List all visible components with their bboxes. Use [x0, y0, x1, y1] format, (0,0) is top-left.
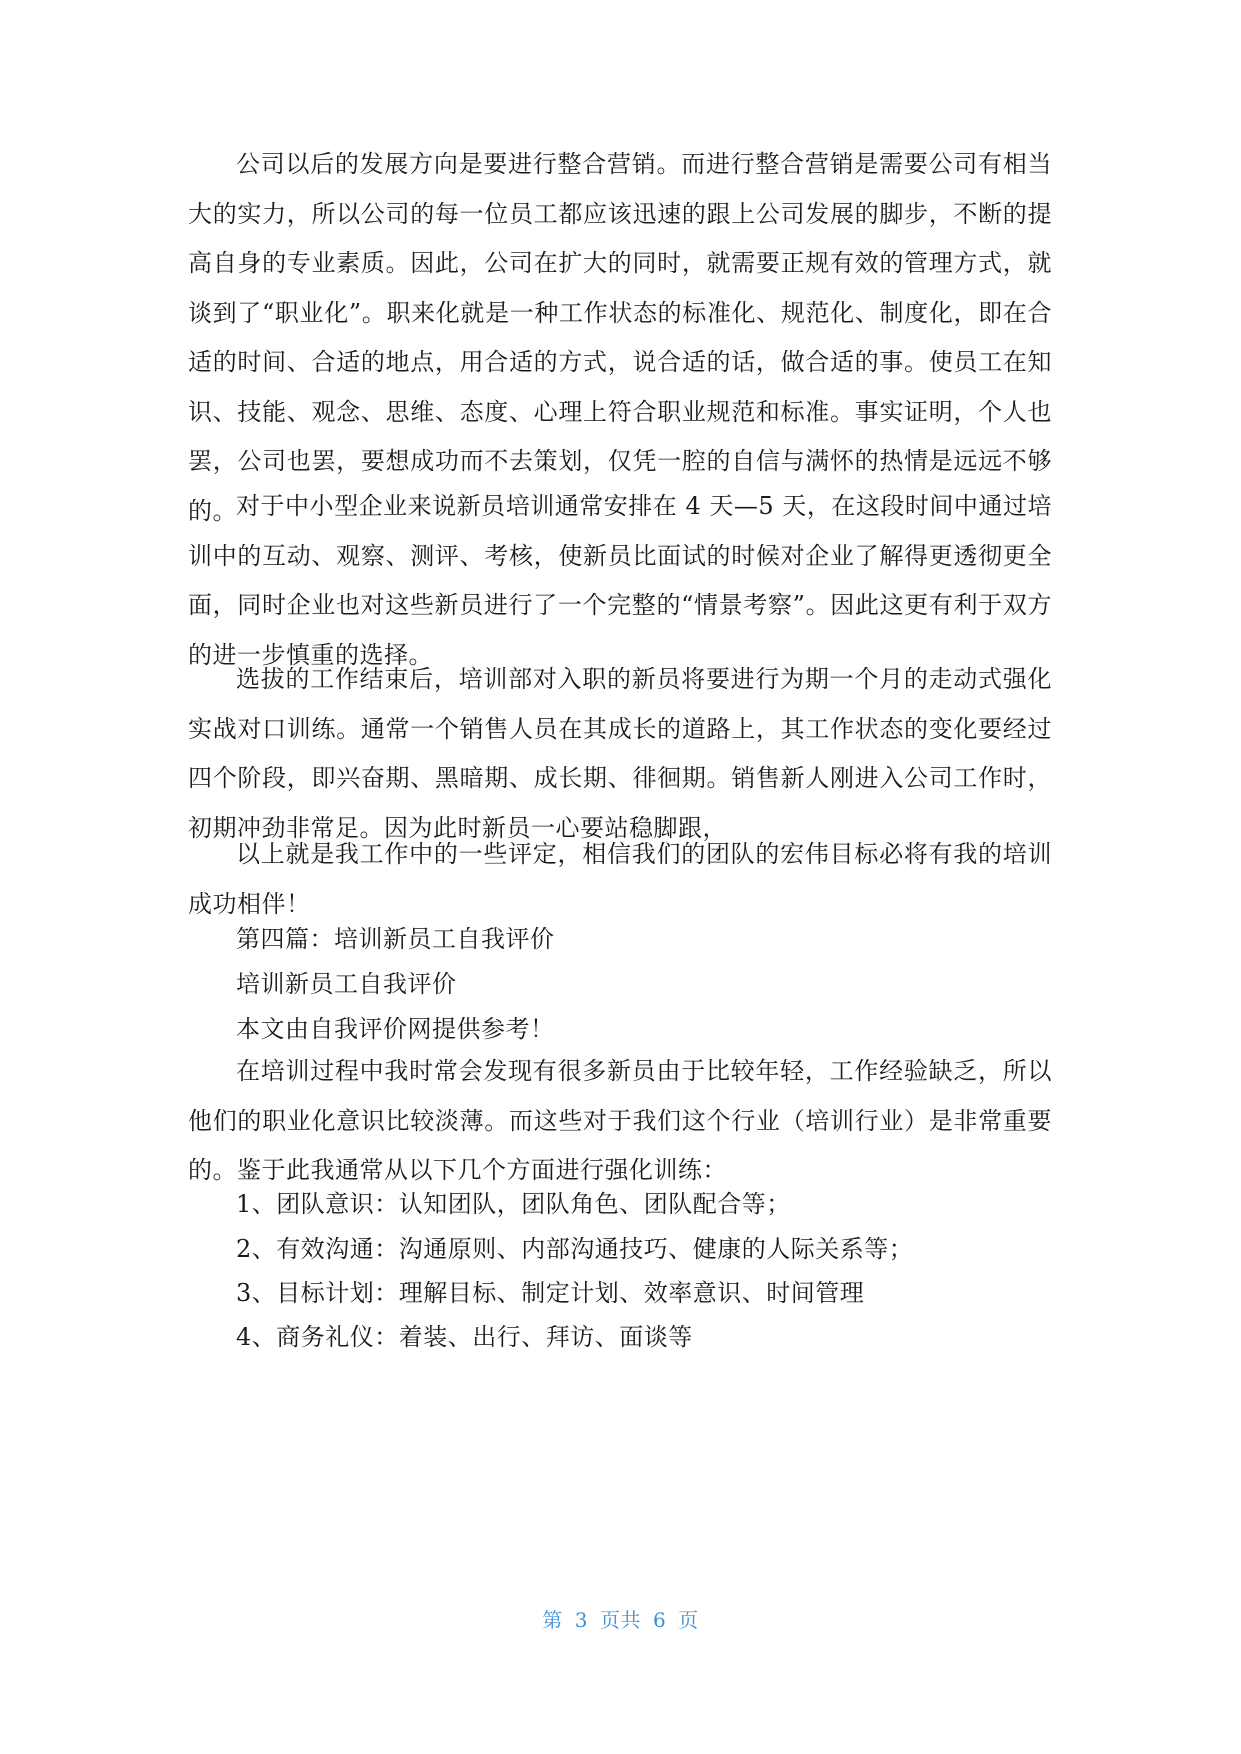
list-item: 4、商务礼仪：着装、出行、拜访、面谈等 — [236, 1323, 693, 1351]
page-number-footer — [0, 1604, 1241, 1633]
list-item: 2、有效沟通：沟通原则、内部沟通技巧、健康的人际关系等； — [236, 1235, 914, 1263]
list-item: 1、团队意识：认知团队，团队角色、团队配合等； — [236, 1190, 791, 1218]
section-heading: 第四篇：培训新员工自我评价 — [236, 925, 555, 953]
paragraph-selection-training: 选拔的工作结束后，培训部对入职的新员将要进行为期一个月的走动式强化实战对口训练。通常一个销售人员在其成长的道路上，其工作状态的变化要经过四个阶段，即兴奋期、黑暗期、成长期、徘徊期。销售新人刚进入公司工作时，初期冲劲非常足。因为此时新员一心要站稳脚跟， — [188, 665, 1052, 842]
paragraph-new-staff-training: 对于中小型企业来说新员培训通常安排在 4 天—5 天，在这段时间中通过培训中的互动、观察、测评、考核，使新员比面试的时候对企业了解得更透彻更全面，同时企业也对这些新员进行了一个完整的“情景考察”。因此这更有利于双方的进一步慎重的选择。 — [188, 492, 1052, 669]
paragraph-training-methods: 在培训过程中我时常会发现有很多新员由于比较年轻，工作经验缺乏，所以他们的职业化意识比较淡薄。而这些对于我们这个行业（培训行业）是非常重要的。鉴于此我通常从以下几个方面进行强化训练： — [188, 1057, 1052, 1184]
paragraph-conclusion: 以上就是我工作中的一些评定，相信我们的团队的宏伟目标必将有我的培训成功相伴！ — [188, 840, 1052, 918]
list-item: 3、目标计划：理解目标、制定计划、效率意识、时间管理 — [236, 1279, 865, 1307]
footer-suffix: 页 — [678, 1608, 699, 1632]
total-page-number: 6 — [653, 1608, 667, 1632]
footer-prefix: 第 — [542, 1608, 563, 1632]
paragraph-development-direction: 公司以后的发展方向是要进行整合营销。而进行整合营销是需要公司有相当大的实力，所以公司的每一位员工都应该迅速的跟上公司发展的脚步，不断的提高自身的专业素质。因此，公司在扩大的同时，就需要正规有效的管理方式，就谈到了“职业化”。职来化就是一种工作状态的标准化、规范化、制度化，即在合适的时间、合适的地点，用合适的方式，说合适的话，做合适的事。使员工在知识、技能、观念、思维、态度、心理上符合职业规范和标准。事实证明，个人也罢，公司也罢，要想成功而不去策划，仅凭一腔的自信与满怀的热情是远远不够的。 — [188, 150, 1052, 525]
footer-middle: 页共 — [600, 1608, 641, 1632]
source-note: 本文由自我评价网提供参考！ — [236, 1015, 555, 1043]
section-subtitle: 培训新员工自我评价 — [236, 970, 457, 998]
current-page-number: 3 — [574, 1608, 588, 1632]
